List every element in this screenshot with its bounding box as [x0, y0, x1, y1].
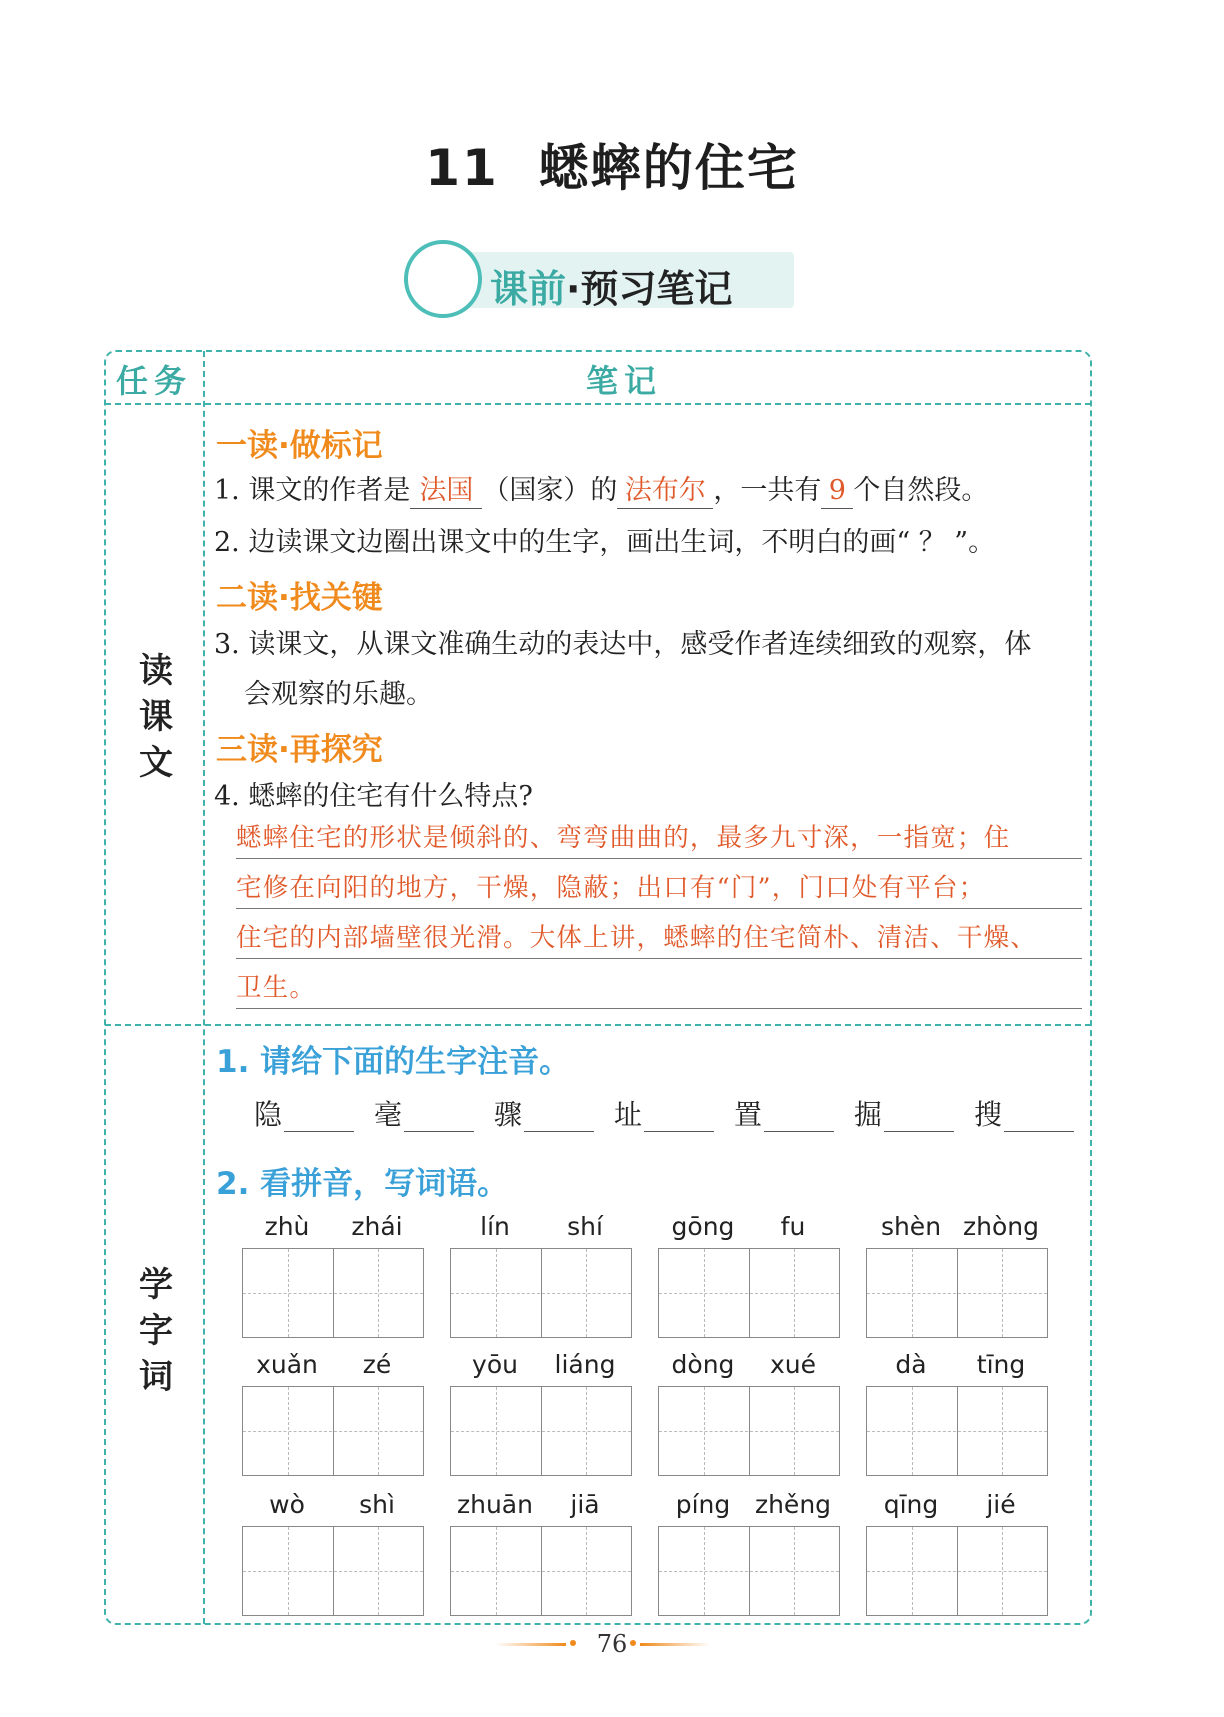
- pinyin-syllable: lín: [480, 1212, 510, 1241]
- table-column-divider: [203, 351, 205, 1624]
- char-item: [374, 1093, 484, 1133]
- char-item: [734, 1093, 844, 1133]
- pinyin-syllable: xuǎn: [256, 1350, 318, 1379]
- pinyin-syllable: fu: [780, 1212, 806, 1241]
- section-badge: [404, 240, 794, 320]
- writing-box[interactable]: [658, 1386, 840, 1476]
- answer-line-2: 宅修在向阳的地方，干燥，隐蔽；出口有“门”，门口处有平台；: [236, 864, 1082, 909]
- task-learn-words-label-text: 学字词: [139, 1265, 173, 1397]
- exercise-1-title: 1. 请给下面的生字注音。: [216, 1044, 571, 1080]
- pinyin-syllable: qīng: [883, 1490, 939, 1519]
- grid-guide: [659, 1571, 839, 1572]
- answer-line-4: 卫生。: [236, 964, 1082, 1009]
- char-item: [254, 1093, 364, 1133]
- pinyin-syllable: zhòng: [963, 1212, 1039, 1241]
- pinyin-syllable: xué: [769, 1350, 817, 1379]
- pinyin-syllable: jié: [986, 1490, 1016, 1519]
- table-header-divider: [105, 403, 1091, 405]
- grid-guide: [451, 1571, 631, 1572]
- pinyin-blank[interactable]: [644, 1131, 714, 1132]
- pinyin-syllable: dòng: [671, 1350, 735, 1379]
- section-label-rest: ·预习笔记: [566, 267, 733, 311]
- task-read-text-label-text: 读课文: [139, 651, 173, 783]
- pinyin-blank[interactable]: [404, 1131, 474, 1132]
- char-item: [494, 1093, 604, 1133]
- task-learn-words-label: [126, 1262, 186, 1400]
- char: 掘: [854, 1098, 883, 1131]
- char-item: [854, 1093, 964, 1133]
- lesson-number: 11: [425, 139, 499, 197]
- question-3-line-1: 3. 读课文，从课文准确生动的表达中，感受作者连续细致的观察，体: [214, 629, 1032, 660]
- task-read-text-label: [126, 648, 186, 786]
- answer-line-1: 蟋蟀住宅的形状是倾斜的、弯弯曲曲的，最多九寸深，一指宽；住: [236, 814, 1082, 859]
- writing-box[interactable]: [450, 1386, 632, 1476]
- char: 毫: [374, 1098, 403, 1131]
- pinyin-syllable: gōng: [671, 1212, 735, 1241]
- pinyin-syllable: shì: [359, 1490, 395, 1519]
- pinyin-syllable: zhěng: [754, 1490, 832, 1519]
- page-number: 76: [596, 1630, 628, 1658]
- char: 骤: [494, 1098, 523, 1131]
- char: 隐: [254, 1098, 283, 1131]
- pinyin-syllable: dà: [895, 1350, 927, 1379]
- writing-box[interactable]: [866, 1386, 1048, 1476]
- question-1-part-3: ，一共有: [713, 475, 822, 506]
- exercise-2-title: 2. 看拼音，写词语。: [216, 1166, 509, 1202]
- pinyin-syllable: shèn: [880, 1212, 942, 1241]
- grid-guide: [243, 1293, 423, 1294]
- question-1-part-2: （国家）的: [482, 475, 618, 506]
- writing-box[interactable]: [450, 1526, 632, 1616]
- question-3-line-2: 会观察的乐趣。: [244, 679, 433, 710]
- char-item: [974, 1093, 1084, 1133]
- step-2-heading: 二读·找关键: [216, 580, 383, 616]
- step-1-heading: 一读·做标记: [216, 428, 383, 464]
- question-1: [214, 468, 988, 509]
- pinyin-blank[interactable]: [284, 1131, 354, 1132]
- pinyin-blank[interactable]: [764, 1131, 834, 1132]
- pinyin-syllable: píng: [675, 1490, 731, 1519]
- grid-guide: [659, 1293, 839, 1294]
- pinyin-syllable: wò: [269, 1490, 305, 1519]
- answer-line-3: 住宅的内部墙壁很光滑。大体上讲，蟋蟀的住宅简朴、清洁、干燥、: [236, 914, 1082, 959]
- grid-guide: [659, 1431, 839, 1432]
- pinyin-syllable: tīng: [976, 1350, 1026, 1379]
- grid-guide: [867, 1431, 1047, 1432]
- pinyin-syllable: zé: [362, 1350, 392, 1379]
- writing-box[interactable]: [658, 1526, 840, 1616]
- header-notes: 笔记: [586, 362, 663, 400]
- grid-guide: [867, 1571, 1047, 1572]
- lesson-title-text: 蟋蟀的住宅: [538, 139, 799, 197]
- step-3-heading: 三读·再探究: [216, 732, 383, 768]
- page-deco-line-right: [640, 1643, 710, 1646]
- writing-box[interactable]: [242, 1386, 424, 1476]
- page-deco-dot-right: [630, 1640, 636, 1646]
- grid-guide: [451, 1293, 631, 1294]
- writing-box[interactable]: [242, 1526, 424, 1616]
- pinyin-syllable: yōu: [472, 1350, 518, 1379]
- section-label: [490, 258, 732, 313]
- question-1-part-4: 个自然段。: [853, 475, 989, 506]
- question-4: 4. 蟋蟀的住宅有什么特点?: [214, 781, 533, 812]
- writing-box[interactable]: [658, 1248, 840, 1338]
- answer-paragraph-count: 9: [821, 474, 853, 509]
- pinyin-blank[interactable]: [524, 1131, 594, 1132]
- pinyin-syllable: zhù: [264, 1212, 310, 1241]
- char: 搜: [974, 1098, 1003, 1131]
- pinyin-syllable: liáng: [554, 1350, 616, 1379]
- char-item: [614, 1093, 724, 1133]
- answer-country: 法国: [410, 474, 482, 509]
- char: 置: [734, 1098, 763, 1131]
- pinyin-syllable: jiā: [570, 1490, 600, 1519]
- header-task: 任务: [116, 362, 193, 400]
- lesson-title: [0, 128, 1224, 200]
- pinyin-syllable: shí: [567, 1212, 603, 1241]
- writing-box[interactable]: [242, 1248, 424, 1338]
- pinyin-blank[interactable]: [884, 1131, 954, 1132]
- char: 址: [614, 1098, 643, 1131]
- grid-guide: [243, 1431, 423, 1432]
- question-1-part-1: 1. 课文的作者是: [214, 475, 411, 506]
- pinyin-blank[interactable]: [1004, 1131, 1074, 1132]
- section-label-highlight: 课前: [490, 267, 567, 311]
- table-row-divider: [105, 1024, 1091, 1026]
- writing-box[interactable]: [450, 1248, 632, 1338]
- grid-guide: [867, 1293, 1047, 1294]
- writing-box[interactable]: [866, 1248, 1048, 1338]
- circle-icon: [404, 240, 482, 318]
- grid-guide: [243, 1571, 423, 1572]
- answer-author: 法布尔: [617, 474, 713, 509]
- pinyin-syllable: zhái: [351, 1212, 403, 1241]
- pinyin-syllable: zhuān: [457, 1490, 533, 1519]
- grid-guide: [451, 1431, 631, 1432]
- question-2: 2. 边读课文边圈出课文中的生字，画出生词，不明白的画“ ？ ”。: [214, 527, 996, 558]
- writing-box[interactable]: [866, 1526, 1048, 1616]
